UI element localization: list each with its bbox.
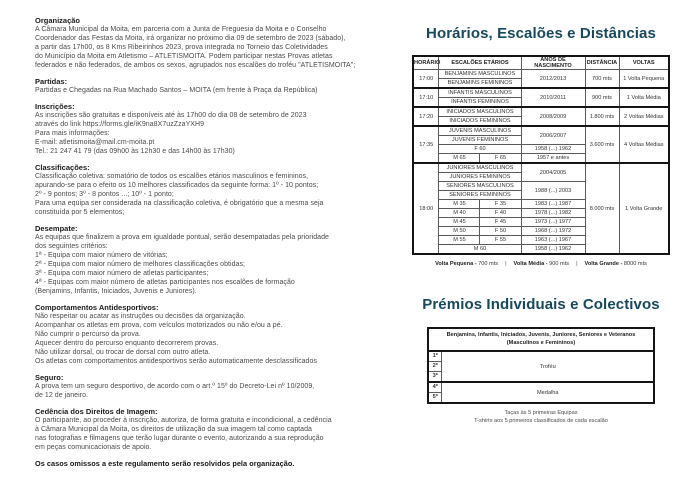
section-line: Para mais informações: [35,130,110,137]
table-cell: 1.800 mts [585,107,619,126]
table-cell: 8.000 mts [585,163,619,254]
section-line: A prova tem um seguro desportivo, de acordo com o art.º 15º do Decreto-Lei nº 10/2009, [35,383,315,390]
section-line: Não utilizar dorsal, ou trocar de dorsal com outro atleta. [35,349,211,356]
section-line: 1ª - Equipa com maior número de vitórias; [35,252,168,259]
column-header: ESCALÕES ETÁRIOS [439,56,521,70]
right-column [398,0,684,425]
schedule-title: Horários, Escalões e Distâncias [426,25,656,42]
section-line: de 12 de janeiro. [35,392,89,399]
prize-cell: Medalha [442,382,654,403]
prizes-notes [398,409,684,425]
table-header-row [413,56,669,70]
schedule-table [412,55,670,255]
legend-separator: | [505,261,507,267]
table-cell: BENJAMINS FEMININOS [439,79,521,89]
table-cell: F 45 [480,218,521,227]
section-line: Tel.: 21 247 41 79 (das 09h00 às 12h30 e das 14h00 às 17h30) [35,148,235,155]
table-cell: 4 Voltas Médias [619,126,669,163]
prizes-table [427,327,655,404]
section-line: O participante, ao proceder à inscrição, autoriza, de forma gratuita e incondicional, a cedência [35,417,332,424]
section-heading: Inscrições: [35,102,75,111]
table-row [413,88,669,98]
table-cell: 1963 (...) 1967 [521,236,585,245]
table-row [413,126,669,136]
table-cell: 1968 (...) 1972 [521,227,585,236]
table-cell: JUVENIS FEMININOS [439,136,521,145]
section-line: Não respeitar ou acatar as instruções ou decisões da organização. [35,313,246,320]
table-cell: M 55 [439,236,480,245]
table-cell: F 65 [480,154,521,164]
table-cell: F 55 [480,236,521,245]
table-cell: 2 Voltas Médias [619,107,669,126]
table-row [413,107,669,117]
table-cell: M 45 [439,218,480,227]
section-heading: Seguro: [35,373,64,382]
table-cell: 3.600 mts [585,126,619,163]
table-cell: M 50 [439,227,480,236]
prizes-row [428,382,654,393]
table-cell: 2006/2007 [521,126,585,145]
section-line: Partidas e Chegadas na Rua Machado Santos – MOITA (em frente à Praça da República) [35,87,318,94]
table-cell: 2012/2013 [521,70,585,89]
section-line: 4ª - Equipas com maior número de atletas participantes nos escalões de formação [35,279,295,286]
prizes-header-row [428,328,654,351]
document-section [35,16,393,70]
prize-cell: Troféu [442,351,654,382]
table-cell: 900 mts [585,88,619,107]
legend-label: Volta Média - [513,261,550,267]
legend-item: Volta Pequena - 700 mts [435,261,499,267]
table-cell: 1 Volta Pequena [619,70,669,89]
section-line: Para uma equipa ser considerada na classificação coletiva, é obrigatório que a mesma seja [35,200,324,207]
section-line: Aquecer dentro do percurso enquanto decorrerem provas. [35,340,219,347]
section-line: apurando-se para o efeito os 10 melhores classificados da seguinte forma: 1º - 10 pontos; [35,182,319,189]
table-cell: F 50 [480,227,521,236]
section-line: Acompanhar os atletas em prova, com veículos motorizados ou não e/ou a pé. [35,322,283,329]
table-cell: 1988 (...) 2003 [521,182,585,200]
table-cell: 700 mts [585,70,619,89]
left-column [35,16,393,475]
table-cell: 1983 (...) 1987 [521,200,585,209]
column-header: ANOS DE NASCIMENTO [521,56,585,70]
laps-legend [398,260,684,268]
section-line: As equipas que finalizem a prova em igualdade pontual, serão desempatadas pela prioridade [35,234,329,241]
prizes-title: Prémios Individuais e Colectivos [422,296,660,313]
table-cell: M 40 [439,209,480,218]
section-line: Classificação coletiva: somatório de todos os escalões etários masculinos e femininos, [35,173,309,180]
table-cell: 2008/2009 [521,107,585,126]
prizes-header-cell: Benjamins, Infantis, Iniciados, Juvenis, Juniores, Seniores e Veteranos (Masculinos e Femininos) [428,328,654,351]
rank-cell: 5º [428,393,442,404]
section-line: Coordenador das Festas da Moita, irá organizar no próximo dia 09 de setembro de 2023 (sábado), [35,35,346,42]
table-cell: 2010/2011 [521,88,585,107]
section-heading: Cedência dos Direitos de Imagem: [35,407,158,416]
table-cell: M 35 [439,200,480,209]
section-heading: Organização [35,16,81,25]
table-cell: M 60 [439,245,521,255]
section-line: nas fotografias e filmagens que terão lugar durante o evento, autorizando a sua reprodução [35,435,324,442]
document-section [35,224,393,296]
table-cell: JUVENIS MASCULINOS [439,126,521,136]
table-row [413,163,669,173]
table-cell: SENIORES FEMININOS [439,191,521,200]
document-section [35,77,393,95]
table-row [413,70,669,79]
legend-item: Volta Média - 900 mts [513,261,570,267]
section-line: A Câmara Municipal da Moita, em parceria com a Junta de Freguesia da Moita e o Conselho [35,26,327,33]
table-cell: 17:00 [413,70,439,89]
rank-cell: 4º [428,382,442,393]
table-cell: 1978 (...) 1982 [521,209,585,218]
table-cell: JUNIORES FEMININOS [439,173,521,182]
table-cell: 1 Volta Média [619,88,669,107]
prizes-row [428,351,654,362]
table-cell: 1973 (...) 1977 [521,218,585,227]
table-cell: INICIADOS FEMININOS [439,117,521,127]
legend-separator: | [576,261,578,267]
column-header: HORÁRIO [413,56,439,70]
rank-cell: 1º [428,351,442,362]
section-heading: Partidas: [35,77,68,86]
table-cell: INFANTIS FEMININOS [439,98,521,108]
section-line: E-mail: atletismoita@mail.cm-moita.pt [35,139,155,146]
section-line: As inscrições são gratuitas e disponíveis até às 17h00 do dia 08 de setembro de 2023 [35,112,307,119]
prizes-note-line: Taças às 5 primeiras Equipas [504,410,578,416]
table-cell: 1958 (...) 1962 [521,245,585,255]
closing-statement [35,459,393,468]
table-cell: 2004/2005 [521,163,585,182]
legend-label: Volta Grande - [584,261,624,267]
prizes-note-line: T-shirts aos 5 primeiros classificados de cada escalão [474,418,608,424]
table-cell: F 35 [480,200,521,209]
table-cell: F 60 [439,145,521,154]
rank-cell: 3º [428,372,442,383]
section-line: dos seguintes critérios: [35,243,108,250]
column-header: DISTÂNCIA [585,56,619,70]
table-cell: 18:00 [413,163,439,254]
legend-label: Volta Pequena - [435,261,479,267]
section-line: Os atletas com comportamentos antidesportivos serão automaticamente desclassificados [35,358,317,365]
section-heading: Comportamentos Antidesportivos: [35,303,159,312]
table-cell: 17:35 [413,126,439,163]
table-cell: 1957 e antes [521,154,585,164]
table-cell: 17:20 [413,107,439,126]
section-line: federados e não federados, de ambos os sexos, agrupados nos escalões do troféu "ATLETISMOITA"; [35,62,356,69]
table-cell: 1 Volta Grande [619,163,669,254]
section-line: (Benjamins, Infantis, Iniciados, Juvenis e Juniores). [35,288,197,295]
document-section [35,163,393,217]
table-cell: INICIADOS MASCULINOS [439,107,521,117]
section-line: à Câmara Municipal da Moita, os direitos de utilização da sua imagem tal como captada [35,426,312,433]
section-line: a partir das 17h00, os 8 Kms Ribeirinhos 2023, prova integrada no Torneio das Coletividades [35,44,328,51]
table-cell: INFANTIS MASCULINOS [439,88,521,98]
table-cell: 17:10 [413,88,439,107]
section-line: Os casos omissos a este regulamento serão resolvidos pela organização. [35,459,295,468]
table-cell: SENIORES MASCULINOS [439,182,521,191]
section-line: do Município da Moita em Atletismo – ATLETISMOITA. Podem participar nestas Provas atletas [35,53,333,60]
section-heading: Desempate: [35,224,78,233]
section-line: 2ª - Equipa com maior número de melhores classificações obtidas; [35,261,246,268]
document-section [35,407,393,452]
section-line: Não cumprir o percurso da prova. [35,331,141,338]
table-cell: BENJAMINS MASCULINOS [439,70,521,79]
table-cell: 1958 (...) 1962 [521,145,585,154]
document-section [35,102,393,156]
document-section [35,303,393,366]
table-cell: F 40 [480,209,521,218]
section-line: 2º - 9 pontos; 3º - 8 pontos ...; 10º - 1 ponto; [35,191,174,198]
rank-cell: 2º [428,362,442,372]
section-line: constituída por 5 elementos; [35,209,125,216]
table-cell: JUNIORES MASCULINOS [439,163,521,173]
section-line: em peças comunicacionais de apoio. [35,444,152,451]
section-line: 3ª - Equipa com maior número de atletas participantes; [35,270,209,277]
column-header: VOLTAS [619,56,669,70]
document-section [35,373,393,400]
table-cell: M 65 [439,154,480,164]
legend-item: Volta Grande - 8000 mts [584,261,647,267]
section-line: através do link https://forms.gle/iK9na8X7uzZzaYXH9 [35,121,205,128]
section-heading: Classificações: [35,163,90,172]
